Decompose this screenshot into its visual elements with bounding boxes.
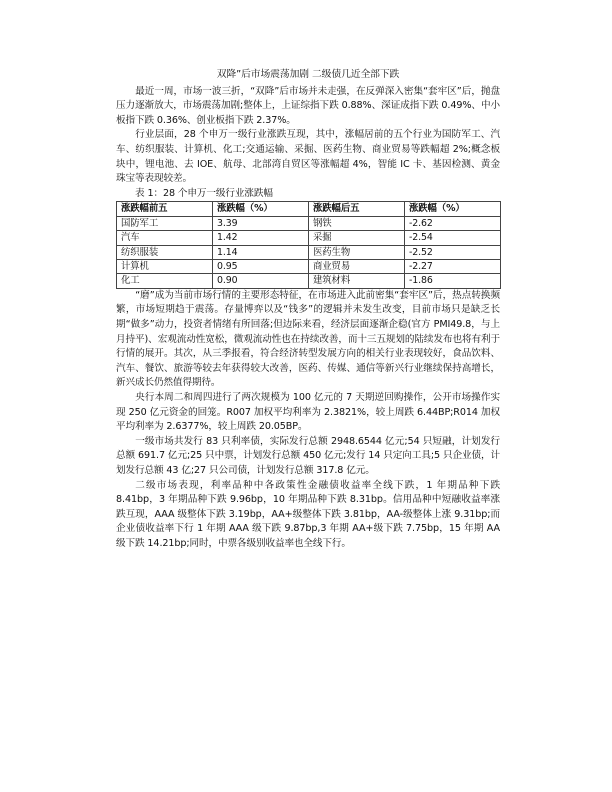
table-cell: 3.39: [213, 216, 309, 230]
table-cell: 医药生物: [309, 245, 405, 259]
table-cell: 商业贸易: [309, 259, 405, 273]
table-cell: 0.95: [213, 259, 309, 273]
table-cell: 0.90: [213, 274, 309, 288]
table-cell: 汽车: [117, 231, 213, 245]
paragraph-industry: 行业层面，28 个申万一级行业涨跌互现，其中，涨幅居前的五个行业为国防军工、汽车、纺织服装、计算机、化工;交通运输、采掘、医药生物、商业贸易等跌幅超 2%;概念板块中，锂电池、去 IOE、航母、北部湾自贸区等涨幅超 4%，智能 IC 卡、基因检测、黄金珠宝等表现较差。: [116, 129, 500, 185]
article-title: 双降”后市场震荡加剧 二级债几近全部下跌: [216, 69, 400, 80]
table-cell: 采掘: [309, 231, 405, 245]
table-cell: -2.27: [405, 259, 501, 273]
paragraph-open-market: 央行本周二和周四进行了两次规模为 100 亿元的 7 天期逆回购操作，公开市场操作实现 250 亿元资金的回笼。R007 加权平均利率为 2.3821%，较上周跌 6.44BP;R014 加权平均利率为 2.6377%，较上周跌 20.05BP。: [116, 391, 500, 433]
table-header-row: [117, 202, 501, 216]
paragraph-market-summary: 最近一周，市场一波三折，“双降”后市场并未走强，在反弹深入密集“套牢区”后，抛盘压力逐渐放大，市场震荡加剧;整体上，上证综指下跌 0.88%、深证成指下跌 0.49%、中小板指下跌 0.36%、创业板指下跌 2.37%。: [116, 85, 500, 126]
table-cell: 1.42: [213, 231, 309, 245]
table-cell: 1.14: [213, 245, 309, 259]
article-body: [116, 68, 500, 551]
table-cell: 建筑材料: [309, 274, 405, 288]
table-cell: -2.54: [405, 231, 501, 245]
header-top-change: 涨跌幅（%）: [213, 202, 309, 216]
table-row: [117, 216, 501, 230]
table-cell: -1.86: [405, 274, 501, 288]
table-cell: -2.62: [405, 216, 501, 230]
table-row: [117, 259, 501, 273]
paragraph-secondary-market: 二级市场表现，利率品种中各政策性金融债收益率全线下跌，1 年期品种下跌 8.41bp，3 年期品种下跌 9.96bp，10 年期品种下跌 8.31bp。信用品种中短融收益率涨跌互现，AAA 级整体下跌 3.19bp，AA+级整体下跌 3.81bp，AA-级整体上涨 9.31bp;而企业债收益率下行 1 年期 AAA 级下跌 9.87bp,3 年期 AA+级下跌 7.75bp，15 年期 AA 级下跌 14.21bp;同时，中票各级别收益率也全线下行。: [116, 479, 500, 549]
table-cell: 化工: [117, 274, 213, 288]
table-row: [117, 231, 501, 245]
table-cell: 纺织服装: [117, 245, 213, 259]
table-row: [117, 274, 501, 288]
paragraph-market-outlook: “磨”成为当前市场行情的主要形态特征，在市场进入此前密集“套牢区”后，热点转换频繁，市场短期趋于震荡。存量博弈以及“钱多”的逻辑并未发生改变，目前市场只是缺乏长期“做多”动力，投资者情绪有所回落;但边际来看，经济层面逐渐企稳(官方 PMI49.8，与上月持平)、宏观流动性宽松，微观流动性也在持续改善，而十三五规划的陆续发布也将有利于行情的展开。其次，从三季报看，符合经济转型发展方向的相关行业表现较好，食品饮料、汽车、餐饮、旅游等较去年获得较大改善，医药、传媒、通信等新兴行业继续保持高增长，新兴成长仍然值得期待。: [116, 289, 500, 389]
table-cell: -2.52: [405, 245, 501, 259]
header-top-five: 涨跌幅前五: [117, 202, 213, 216]
paragraph-primary-market: 一级市场共发行 83 只利率债，实际发行总额 2948.6544 亿元;54 只短融，计划发行总额 691.7 亿元;25 只中票，计划发行总额 450 亿元;发行 14 只定向工具;5 只企业债，计划发行总额 43 亿;27 只公司债，计划发行总额 317.8 亿元。: [116, 435, 500, 476]
industry-change-table: [116, 201, 501, 288]
table-cell: 计算机: [117, 259, 213, 273]
table-caption-text: 表 1：28 个申万一级行业涨跌幅: [135, 187, 273, 199]
table-cell: 国防军工: [117, 216, 213, 230]
table-caption: [116, 187, 500, 202]
table-cell: 钢铁: [309, 216, 405, 230]
header-bottom-five: 涨跌幅后五: [309, 202, 405, 216]
table-row: [117, 245, 501, 259]
header-bottom-change: 涨跌幅（%）: [405, 202, 501, 216]
